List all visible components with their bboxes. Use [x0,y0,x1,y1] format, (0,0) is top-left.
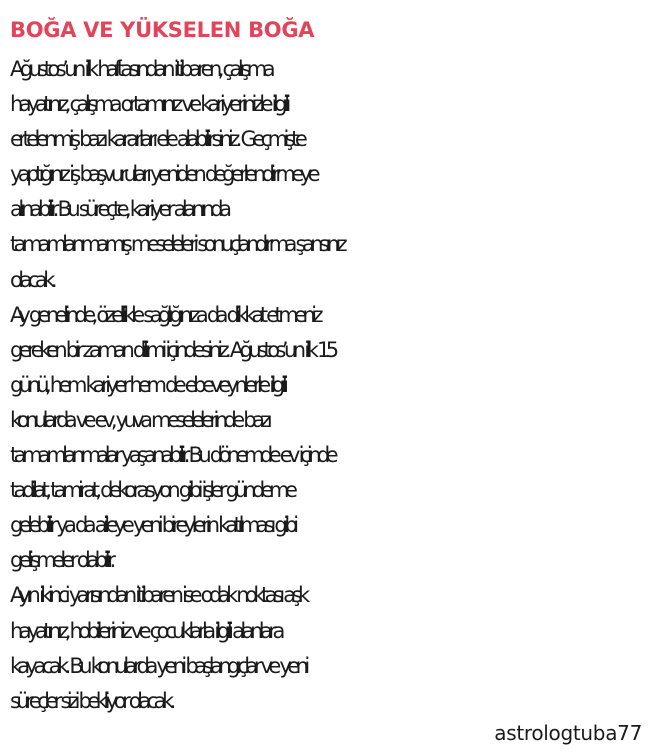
body-line: hayatınız, hobileriniz ve çocuklarla ilgili alanlara [10,618,281,643]
body-line: konularda ve ev, yuva meselelerinde bazı [10,407,269,432]
body-line: Ağustos’un ilk haftasından itibaren, çalışma [10,57,272,81]
body-line: gelişmeler olabilir. [10,548,112,573]
body-line: yaptığınız iş başvuruları yeniden değerlendirmeye [10,162,316,187]
body-line: ertelenmiş bazı kararları ele alabilirsiniz. Geçmişte [10,127,304,152]
body-line: Ay genelinde, özellikle sağlığınıza da dikkat etmeniz [10,302,319,327]
body-line: olacak. [10,267,53,292]
article-title: BOĞA VE YÜKSELEN BOĞA [10,18,315,42]
body-line: kayacak. Bu konularda yeni başlangıçlar ve yeni [10,653,306,678]
body-line: Ayın ikinci yarısından itibaren ise odak noktası aşk [10,583,306,608]
body-line: gereken bir zaman dilimi içindesiniz. Ağustos’un ilk 15 [10,337,335,362]
body-line: tamamlanmalar yaşanabilir. Bu dönemde ev içinde [10,443,335,468]
body-line: alınabilir. Bu süreçte, kariyer alanında [10,197,228,222]
body-line: tadilat, tamirat, dekorasyon gibi işler gündeme [10,478,294,503]
body-line: günü, hem kariyer hem de ebeveynlerle ilgili [10,372,285,397]
body-line: gelebilir ya da aileye yeni bireylerin katılması gibi [10,513,295,538]
body-line: hayatınız, çalışma ortamınız ve kariyerinizle ilgili [10,92,287,117]
body-line: tamamlanmamış meseleleri sonuçlandırma şansınız [10,232,344,257]
body-line: süreçler sizi bekliyor olacak. [10,688,172,713]
watermark-handle: astrologtuba77 [494,721,642,745]
article-body [10,52,650,719]
